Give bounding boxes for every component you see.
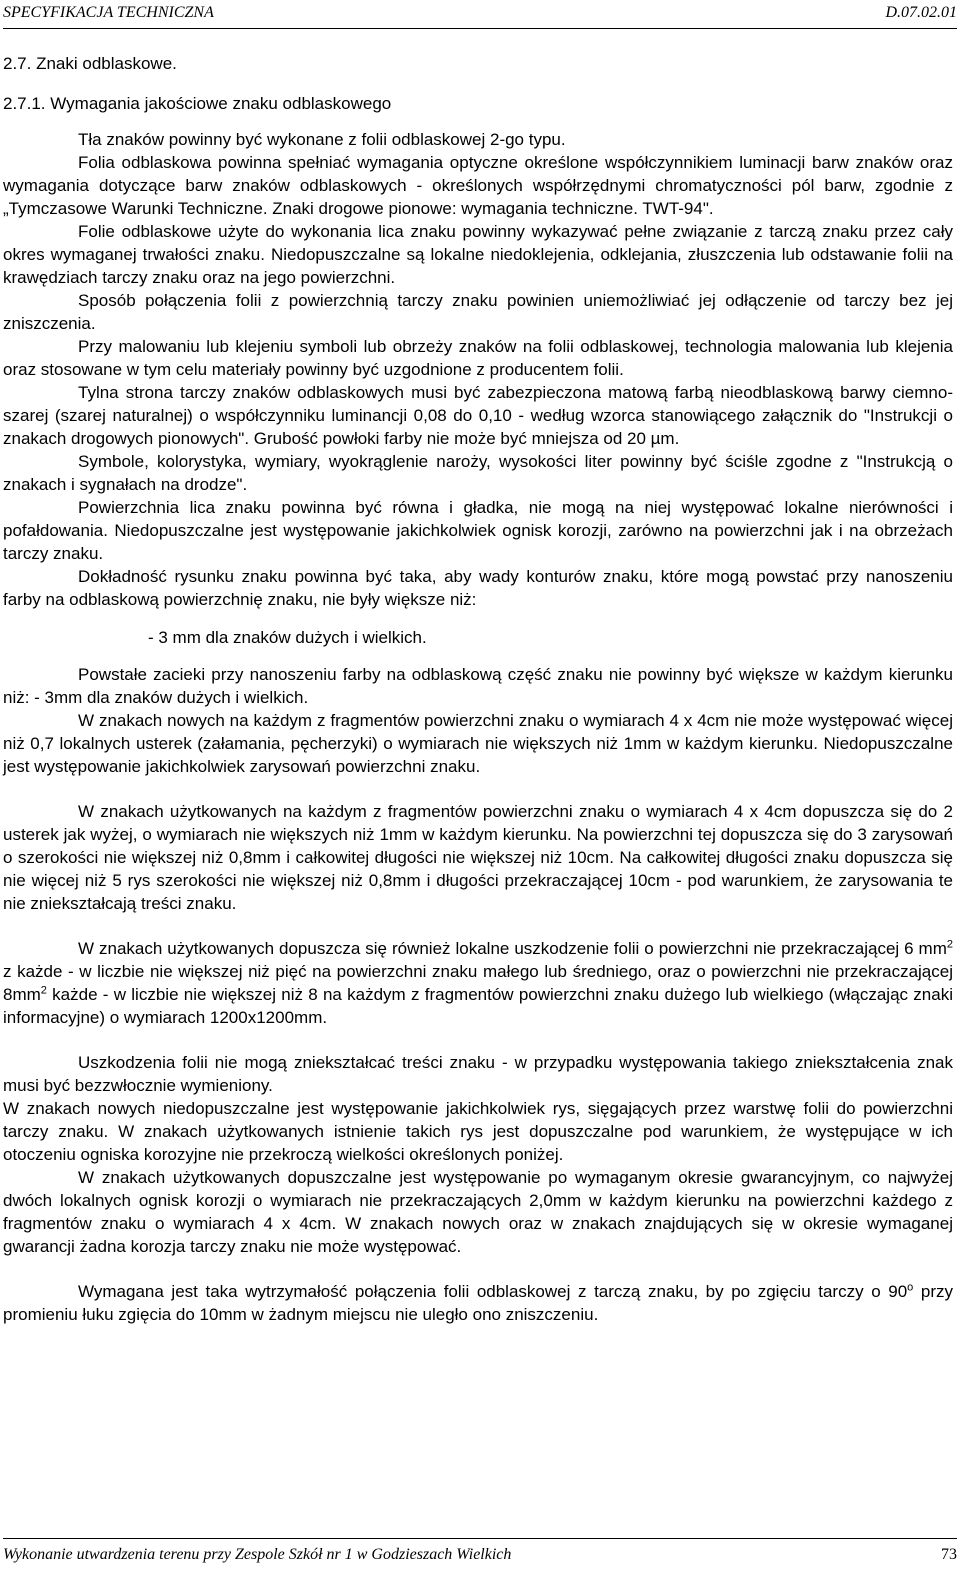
paragraph-text: Wymagana jest taka wytrzymałość połączenia folii odblaskowej z tarczą znaku, by po zgięciu tarczy o 90 [78,1282,908,1301]
paragraph-text: przy promieniu łuku zgięcia do 10mm w żadnym miejscu nie uległo ono zniszczeniu. [3,1282,953,1324]
paragraph-text: W znakach użytkowanych dopuszcza się również lokalne uszkodzenie folii o powierzchni nie przekraczającej 6 mm [78,939,947,958]
document-body [3,128,953,1326]
paragraph [3,937,953,1029]
page-number: 73 [941,1546,957,1563]
paragraph: W znakach użytkowanych dopuszczalne jest występowanie po wymaganym okresie gwarancyjnym, co najwyżej dwóch lokalnych ognisk korozji o wymiarach nie przekraczających 2,0mm w każdym kierunku na powierzchni każdego z fragmentów znaku o wymiarach 4 x 4cm. W znakach nowych oraz w znakach znajdujących się w okresie wymaganej gwarancji żadna korozja tarczy znaku nie może występować. [3,1168,953,1256]
paragraph: Powstałe zacieki przy nanoszeniu farby na odblaskową część znaku nie powinny być większe w każdym kierunku niż: - 3mm dla znaków dużych i wielkich. [3,665,953,707]
list-item: - 3 mm dla znaków dużych i wielkich. [148,628,427,647]
page-footer [3,1538,957,1569]
paragraph: Sposób połączenia folii z powierzchnią tarczy znaku powinien uniemożliwiać jej odłączenie od tarczy bez jej zniszczenia. [3,291,953,333]
paragraph: Symbole, kolorystyka, wymiary, wyokrąglenie naroży, wysokości liter powinny być ściśle zgodne z "Instrukcją o znakach i sygnałach na drodze". [3,452,953,494]
paragraph: Powierzchnia lica znaku powinna być równa i gładka, nie mogą na niej występować lokalne nierówności i pofałdowania. Niedopuszczalne jest występowanie jakichkolwiek ognisk korozji, zarówno na powierzchni jak i na obrzeżach tarczy znaku. [3,498,953,563]
paragraph: W znakach nowych niedopuszczalne jest występowanie jakichkolwiek rys, sięgających przez warstwę folii do powierzchni tarczy znaku. W znakach użytkowanych istnienie takich rys jest dopuszczalne pod warunkiem, że występujące w ich otoczeniu ogniska korozyjne nie przekroczą wielkości określonych poniżej. [3,1099,953,1164]
section-title: 2.7. Znaki odblaskowe. [3,54,177,73]
paragraph: Tylna strona tarczy znaków odblaskowych musi być zabezpieczona matową farbą nieodblaskową barwy ciemno-szarej (szarej naturalnej) o współczynniku luminancji 0,08 do 0,10 - według wzorca stanowiącego załącznik do "Instrukcji o znakach drogowych pionowych". Grubość powłoki farby nie może być mniejsza od 20 µm. [3,383,953,448]
paragraph: Folie odblaskowe użyte do wykonania lica znaku powinny wykazywać pełne związanie z tarczą znaku przez cały okres wymaganej trwałości znaku. Niedopuszczalne są lokalne niedoklejenia, odklejania, złuszczenia lub odstawanie folii na krawędziach tarczy znaku oraz na jego powierzchni. [3,222,953,287]
paragraph [3,1280,953,1326]
paragraph-text: z każde - w liczbie nie większej niż pięć na powierzchni znaku małego lub średniego, oraz o powierzchni nie przekraczającej 8mm [3,962,953,1004]
paragraph: Dokładność rysunku znaku powinna być taka, aby wady konturów znaku, które mogą powstać przy nanoszeniu farby na odblaskową powierzchnię znaku, nie były większe niż: [3,567,953,609]
paragraph: W znakach użytkowanych na każdym z fragmentów powierzchni znaku o wymiarach 4 x 4cm dopuszcza się do 2 usterek jak wyżej, o wymiarach nie większych niż 1mm w każdym kierunku. Na powierzchni tej dopuszcza się do 3 zarysowań o szerokości nie większej niż 0,8mm i całkowitej długości nie większej niż 10cm. Na całkowitej długości znaku dopuszcza się nie więcej niż 5 rys szerokości nie większej niż 0,8mm i długości przekraczającej 10cm - pod warunkiem, że zarysowania te nie zniekształcają treści znaku. [3,802,953,913]
paragraph-text: każde - w liczbie nie większej niż 8 na każdym z fragmentów powierzchni znaku dużego lub wielkiego (włączając znaki informacyjne) o wymiarach 1200x1200mm. [3,985,953,1027]
paragraph: W znakach nowych na każdym z fragmentów powierzchni znaku o wymiarach 4 x 4cm nie może występować więcej niż 0,7 lokalnych usterek (załamania, pęcherzyki) o wymiarach nie większych niż 1mm w każdym kierunku. Niedopuszczalne jest występowanie jakichkolwiek zarysowań powierzchni znaku. [3,711,953,776]
paragraph: Uszkodzenia folii nie mogą zniekształcać treści znaku - w przypadku występowania takiego zniekształcenia znak musi być bezzwłocznie wymieniony. [3,1053,953,1095]
superscript: 2 [946,938,953,951]
subsection-title: 2.7.1. Wymagania jakościowe znaku odblaskowego [3,94,392,113]
paragraph: Przy malowaniu lub klejeniu symboli lub obrzeży znaków na folii odblaskowej, technologia malowania lub klejenia oraz stosowane w tym celu materiały powinny być uzgodnione z producentem folii. [3,337,953,379]
superscript: 2 [40,984,47,997]
paragraph: Tła znaków powinny być wykonane z folii odblaskowej 2-go typu. [78,130,566,149]
header-spec-code: D.07.02.01 [885,4,957,21]
paragraph: Folia odblaskowa powinna spełniać wymagania optyczne określone współczynnikiem luminacji barw znaków oraz wymagania dotyczące barw znaków odblaskowych - określonych współrzędnymi chromatyczności pól barw, zgodnie z „Tymczasowe Warunki Techniczne. Znaki drogowe pionowe: wymagania techniczne. TWT-94". [3,153,953,218]
superscript: o [907,1281,914,1294]
page-header [3,4,957,29]
footer-project-title: Wykonanie utwardzenia terenu przy Zespole Szkół nr 1 w Godzieszach Wielkich [3,1546,512,1563]
header-title: SPECYFIKACJA TECHNICZNA [3,4,214,21]
